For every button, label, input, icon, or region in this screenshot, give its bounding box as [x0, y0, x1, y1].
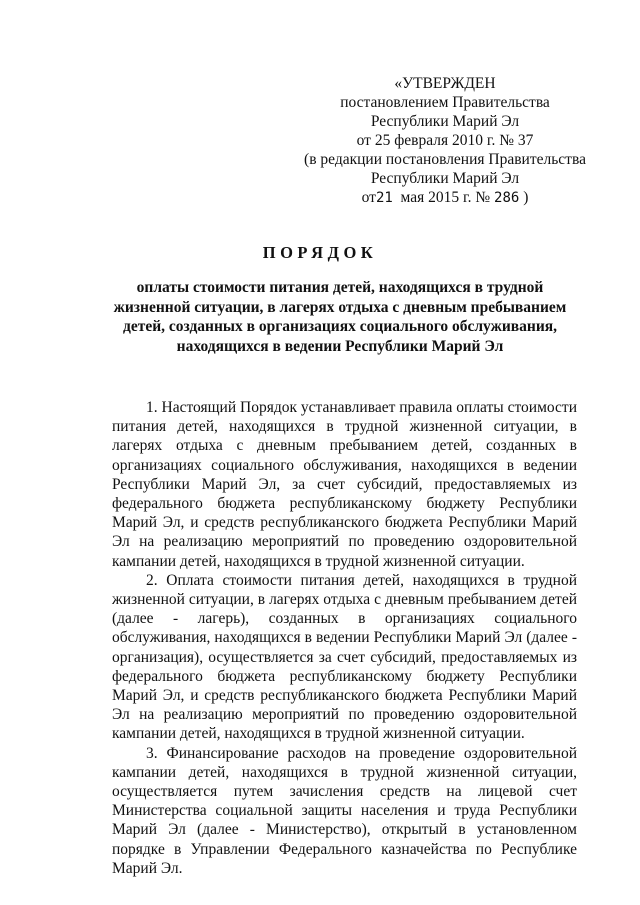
amendment-number: 286: [494, 190, 520, 206]
amendment-suffix: ): [523, 189, 529, 206]
subtitle-line: детей, созданных в организациях социального обслуживания,: [122, 318, 558, 335]
approval-line: Республики Марий Эл: [370, 113, 520, 130]
amendment-line: Республики Марий Эл: [370, 170, 520, 187]
subtitle-line: жизненной ситуации, в лагерях отдыха с дневным пребыванием: [113, 298, 567, 316]
paragraph-2: 2. Оплата стоимости питания детей, находящихся в трудной жизненной ситуации, в лагерях отдыха с дневным пребыванием детей (далее - лагерь), созданных в организациях социального обслуживания, находящихся в ведении Республики Марий Эл (далее - организация), осуществляется за счет субсидий, предоставляемых из федерального бюджета республиканскому бюджету Республики Марий Эл, и средств республиканского бюджета Республики Марий Эл на реализацию мероприятий по проведению оздоровительной кампании детей, находящихся в трудной жизненной ситуации.: [112, 571, 577, 743]
amendment-date-line: [300, 188, 590, 208]
paragraph-3: 3. Финансирование расходов на проведение оздоровительной кампании детей, находящихся в трудной жизненной ситуации, осуществляется путем зачисления средств на лицевой счет Министерства социальной защиты населения и труда Республики Марий Эл (далее - Министерство), открытый в установленном порядке в Управлении Федерального казначейства по Республике Марий Эл.: [112, 744, 577, 877]
document-title: ПОРЯДОК: [262, 243, 378, 262]
approval-date-line: от 25 февраля 2010 г. № 37: [356, 132, 534, 149]
paragraph-1: 1. Настоящий Порядок устанавливает правила оплаты стоимости питания детей, находящихся в трудной жизненной ситуации, в лагерях отдыха с дневным пребыванием детей, созданных в организациях социального обслуживания, находящихся в ведении Республики Марий Эл, за счет субсидий, предоставляемых из федерального бюджета республиканскому бюджету Республики Марий Эл, и средств республиканского бюджета Республики Марий Эл на реализацию мероприятий по проведению оздоровительной кампании детей, находящихся в трудной жизненной ситуации.: [112, 399, 577, 570]
subtitle-line: находящихся в ведении Республики Марий Эл: [176, 337, 504, 355]
document-body: [112, 398, 577, 878]
amendment-month: мая 2015 г. №: [400, 189, 491, 206]
amendment-day: 21: [375, 190, 393, 206]
approval-line: постановлением Правительства: [340, 94, 550, 111]
approval-heading: «УТВЕРЖДЕН: [394, 75, 496, 92]
approval-stamp-block: [300, 74, 590, 208]
amendment-prefix: от: [361, 189, 376, 206]
subtitle-line: оплаты стоимости питания детей, находящихся в трудной: [136, 279, 544, 296]
amendment-line: (в редакции постановления Правительства: [304, 151, 586, 168]
document-subtitle: [110, 278, 570, 356]
